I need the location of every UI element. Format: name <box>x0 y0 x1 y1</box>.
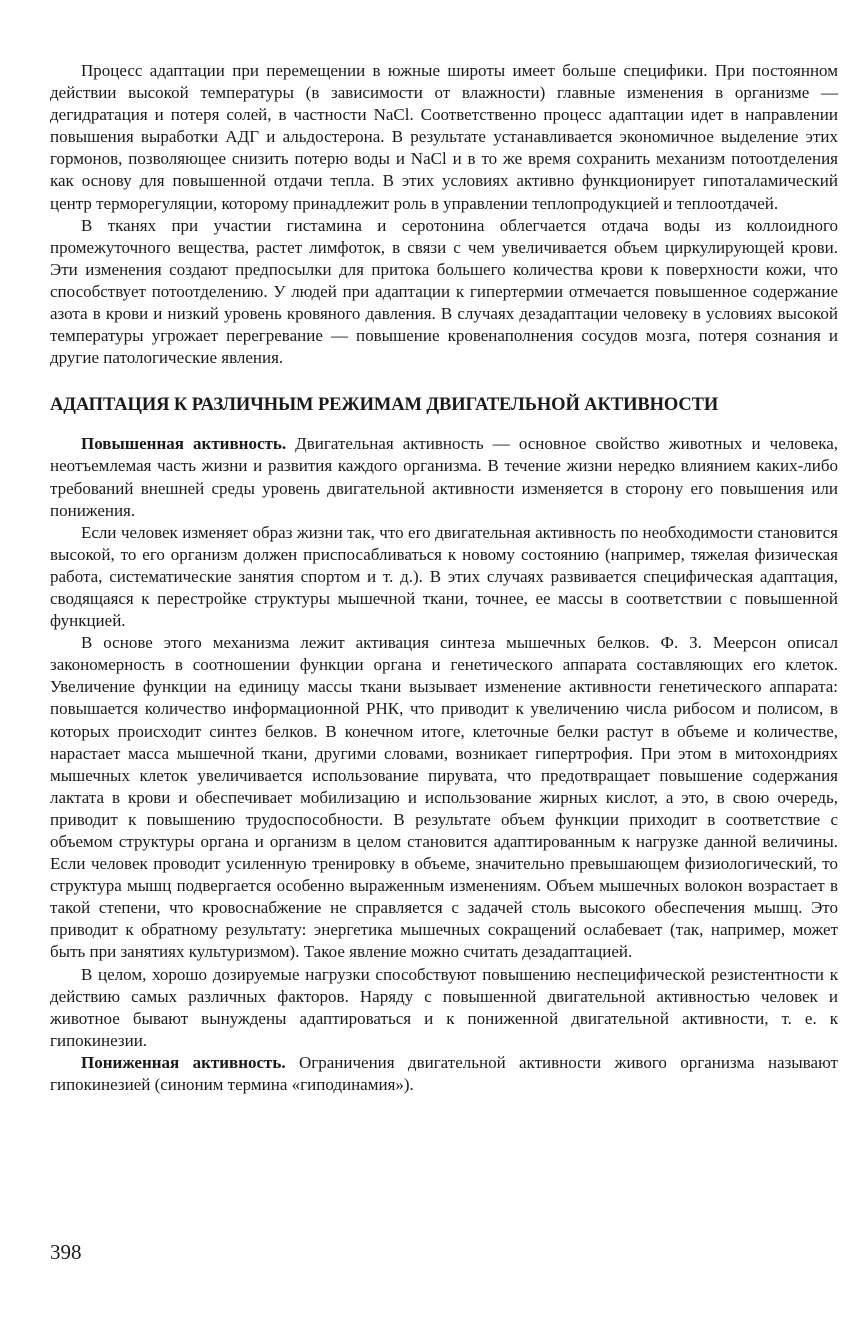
paragraph: Если человек изменяет образ жизни так, что его двигательная активность по необходимости становится высокой, то его организм должен приспосабливаться к новому состоянию (например, тяжелая физическая работа, систематические занятия спортом и т. д.). В этих случаях развивается специфическая адаптация, сводящаяся к перестройке структуры мышечной ткани, точнее, ее массы в соответствии с повышенной функцией. <box>50 522 838 631</box>
paragraph: В целом, хорошо дозируемые нагрузки способствуют повышению неспецифической резистентности к действию самых различных факторов. Наряду с повышенной двигательной активностью человек и животное бывают вынуждены адаптироваться и к пониженной двигательной активности, т. е. к гипокинезии. <box>50 964 838 1050</box>
lead-term: Пониженная активность. <box>81 1052 286 1072</box>
paragraph-text: Ограничения двигательной активности живого организма называют гипокинезией (синоним термина «гиподинамия»). <box>50 1052 838 1095</box>
page-number: 398 <box>50 1240 82 1264</box>
paragraph-text: Двигательная активность — основное свойство животных и человека, неотъемлемая часть жизни и развития каждого организма. В течение жизни нередко влиянием каких-либо требований внешней среды уровень двигательной активности изменяется в сторону его повышения или понижения. <box>50 434 838 520</box>
paragraph <box>50 1052 838 1096</box>
page-content <box>50 60 838 1096</box>
paragraph: Процесс адаптации при перемещении в южные широты имеет больше специфики. При постоянном действии высокой температуры (в зависимости от влажности) главные изменения в организме — дегидратация и потеря солей, в частности NaCl. Соответственно процесс адаптации идет в направлении повышения выработки АДГ и альдостерона. В результате устанавливается экономичное выделение этих гормонов, позволяющее снизить потерю воды и NaCl и в то же время сохранить механизм потоотделения как основу для повышенной отдачи тепла. В этих условиях активно функционирует гипоталамический центр терморегуляции, которому принадлежит роль в управлении теплопродукцией и теплоотдачей. <box>50 61 838 213</box>
paragraph: В тканях при участии гистамина и серотонина облегчается отдача воды из коллоидного промежуточного вещества, растет лимфоток, в связи с чем увеличивается объем циркулирующей крови. Эти изменения создают предпосылки для притока большего количества крови к поверхности кожи, что способствует потоотделению. У людей при адаптации к гипертермии отмечается повышенное содержание азота в крови и низкий уровень кровяного давления. В случаях дезадаптации человеку в условиях высокой температуры угрожает перегревание — повышение кровенаполнения сосудов мозга, потеря сознания и другие патологические явления. <box>50 215 838 368</box>
lead-term: Повышенная активность. <box>81 434 287 454</box>
paragraph <box>50 433 838 521</box>
paragraph: В основе этого механизма лежит активация синтеза мышечных белков. Ф. З. Меерсон описал закономерность в соотношении функции органа и генетического аппарата составляющих его клеток. Увеличение функции на единицу массы ткани вызывает изменение активности генетического аппарата: повышается количество информационной РНК, что приводит к увеличению числа рибосом и полисом, в которых происходит синтез белков. В конечном итоге, клеточные белки растут в объеме и количестве, нарастает масса мышечной ткани, другими словами, возникает гипертрофия. При этом в митохондриях мышечных клеток увеличивается использование пирувата, что предотвращает повышение содержания лактата в крови и обеспечивает мобилизацию и использование жирных кислот, а это, в свою очередь, приводит к повышению трудоспособности. В результате объем функции приходит в соответствие с объемом структуры органа и организм в целом становится адаптированным к нагрузке данной величины. Если человек проводит усиленную тренировку в объеме, значительно превышающем физиологический, то структура мышц подвергается особенно выраженным изменениям. Объем мышечных волокон возрастает в такой степени, что кровоснабжение не справляется с задачей столь высокого обеспечения мышц. Это приводит к обратному результату: энергетика мышечных сокращений ослабевает (так, например, может быть при занятиях культуризмом). Такое явление можно считать дезадаптацией. <box>50 633 838 962</box>
section-heading: АДАПТАЦИЯ К РАЗЛИЧНЫМ РЕЖИМАМ ДВИГАТЕЛЬНОЙ АКТИВНОСТИ <box>50 395 719 416</box>
